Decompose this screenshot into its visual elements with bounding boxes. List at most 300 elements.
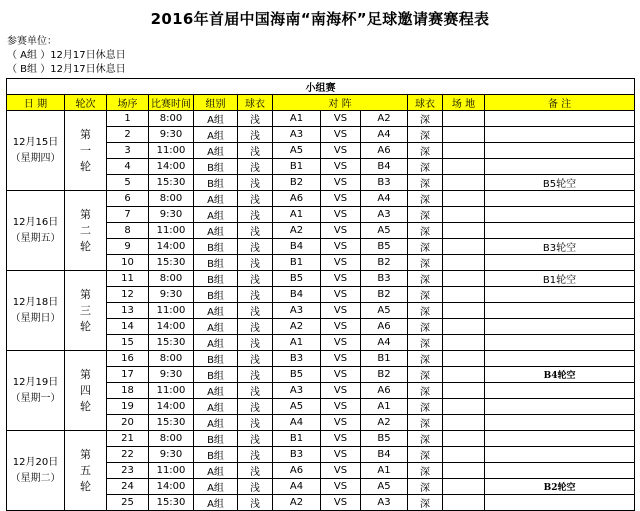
match-group: A组 [194, 335, 238, 351]
header-jersey-away: 球衣 [408, 95, 443, 111]
match-time: 14:00 [149, 319, 194, 335]
jersey-away: 深 [408, 223, 443, 239]
jersey-away: 深 [408, 271, 443, 287]
header-matchup: 对 阵 [273, 95, 408, 111]
match-group: A组 [194, 463, 238, 479]
venue [443, 111, 485, 127]
match-group: B组 [194, 351, 238, 367]
round-cell [65, 351, 107, 431]
round-cell [65, 431, 107, 511]
venue [443, 319, 485, 335]
team-away: B3 [361, 175, 408, 191]
vs-label: VS [321, 127, 361, 143]
team-away: B2 [361, 255, 408, 271]
jersey-away: 深 [408, 431, 443, 447]
jersey-home: 浅 [238, 335, 273, 351]
venue [443, 159, 485, 175]
match-note [485, 287, 635, 303]
match-no: 6 [107, 191, 149, 207]
jersey-away: 深 [408, 255, 443, 271]
match-note [485, 319, 635, 335]
venue [443, 367, 485, 383]
jersey-home: 浅 [238, 175, 273, 191]
date-cell [7, 191, 65, 271]
jersey-away: 深 [408, 335, 443, 351]
team-away: B5 [361, 239, 408, 255]
team-away: B4 [361, 159, 408, 175]
team-away: A3 [361, 495, 408, 511]
date-cell [7, 431, 65, 511]
match-note [485, 223, 635, 239]
venue [443, 287, 485, 303]
match-time: 11:00 [149, 303, 194, 319]
match-time: 9:30 [149, 127, 194, 143]
header-jersey-home: 球衣 [238, 95, 273, 111]
page-title: 2016年首届中国海南“南海杯”足球邀请赛赛程表 [150, 10, 490, 28]
match-group: B组 [194, 431, 238, 447]
match-no: 15 [107, 335, 149, 351]
date-cell [7, 111, 65, 191]
vs-label: VS [321, 335, 361, 351]
round-cell [65, 191, 107, 271]
match-note [485, 335, 635, 351]
team-home: B1 [273, 255, 321, 271]
venue [443, 303, 485, 319]
team-home: B1 [273, 159, 321, 175]
match-no: 25 [107, 495, 149, 511]
jersey-away: 深 [408, 127, 443, 143]
jersey-home: 浅 [238, 255, 273, 271]
match-no: 16 [107, 351, 149, 367]
team-away: B3 [361, 271, 408, 287]
jersey-away: 深 [408, 351, 443, 367]
jersey-home: 浅 [238, 271, 273, 287]
round-char: 三 [80, 303, 91, 317]
match-time: 9:30 [149, 287, 194, 303]
match-note: B5轮空 [485, 175, 635, 191]
match-note [485, 383, 635, 399]
round-char: 第 [80, 127, 91, 141]
vs-label: VS [321, 367, 361, 383]
match-time: 9:30 [149, 207, 194, 223]
round-char: 四 [80, 383, 91, 397]
match-group: A组 [194, 207, 238, 223]
table-row [7, 191, 635, 207]
date-cell [7, 351, 65, 431]
round-cell [65, 111, 107, 191]
jersey-away: 深 [408, 415, 443, 431]
vs-label: VS [321, 447, 361, 463]
match-time: 11:00 [149, 383, 194, 399]
venue [443, 239, 485, 255]
venue [443, 495, 485, 511]
jersey-away: 深 [408, 447, 443, 463]
jersey-away: 深 [408, 399, 443, 415]
team-home: A3 [273, 383, 321, 399]
participants-line-a: （ A组 ）12月17日休息日 [7, 50, 126, 61]
round-char: 轮 [80, 399, 91, 413]
match-note [485, 463, 635, 479]
jersey-home: 浅 [238, 351, 273, 367]
jersey-away: 深 [408, 495, 443, 511]
jersey-away: 深 [408, 479, 443, 495]
date-text: 12月16日 [12, 216, 59, 228]
venue [443, 479, 485, 495]
schedule-table [6, 78, 635, 511]
team-home: A4 [273, 415, 321, 431]
vs-label: VS [321, 207, 361, 223]
match-note [485, 127, 635, 143]
jersey-home: 浅 [238, 239, 273, 255]
jersey-away: 深 [408, 303, 443, 319]
jersey-home: 浅 [238, 319, 273, 335]
header-date: 日 期 [7, 95, 65, 111]
team-away: A1 [361, 463, 408, 479]
match-no: 2 [107, 127, 149, 143]
team-away: A2 [361, 111, 408, 127]
jersey-home: 浅 [238, 127, 273, 143]
match-group: B组 [194, 367, 238, 383]
vs-label: VS [321, 143, 361, 159]
jersey-home: 浅 [238, 207, 273, 223]
jersey-home: 浅 [238, 111, 273, 127]
match-no: 4 [107, 159, 149, 175]
match-no: 19 [107, 399, 149, 415]
match-time: 14:00 [149, 399, 194, 415]
team-away: A4 [361, 335, 408, 351]
team-away: A2 [361, 415, 408, 431]
match-group: B组 [194, 159, 238, 175]
match-no: 18 [107, 383, 149, 399]
team-home: B4 [273, 239, 321, 255]
team-home: B1 [273, 431, 321, 447]
vs-label: VS [321, 111, 361, 127]
match-note [485, 255, 635, 271]
team-home: A3 [273, 303, 321, 319]
round-char: 轮 [80, 319, 91, 333]
jersey-away: 深 [408, 383, 443, 399]
team-away: A1 [361, 399, 408, 415]
jersey-home: 浅 [238, 431, 273, 447]
match-group: A组 [194, 191, 238, 207]
match-time: 14:00 [149, 159, 194, 175]
participants-label: 参赛单位： [7, 36, 57, 47]
weekday-text: （星期四） [10, 152, 61, 164]
team-home: A2 [273, 319, 321, 335]
vs-label: VS [321, 159, 361, 175]
match-group: A组 [194, 143, 238, 159]
venue [443, 351, 485, 367]
date-text: 12月15日 [12, 136, 59, 148]
match-no: 11 [107, 271, 149, 287]
vs-label: VS [321, 415, 361, 431]
jersey-home: 浅 [238, 143, 273, 159]
match-group: A组 [194, 399, 238, 415]
match-time: 8:00 [149, 351, 194, 367]
match-group: A组 [194, 223, 238, 239]
team-home: B5 [273, 367, 321, 383]
team-away: B5 [361, 431, 408, 447]
vs-label: VS [321, 303, 361, 319]
date-text: 12月18日 [12, 296, 59, 308]
venue [443, 383, 485, 399]
jersey-away: 深 [408, 463, 443, 479]
match-note: B3轮空 [485, 239, 635, 255]
venue [443, 143, 485, 159]
match-no: 22 [107, 447, 149, 463]
match-note: B1轮空 [485, 271, 635, 287]
match-no: 10 [107, 255, 149, 271]
match-time: 9:30 [149, 367, 194, 383]
team-away: B4 [361, 447, 408, 463]
venue [443, 175, 485, 191]
vs-label: VS [321, 271, 361, 287]
match-no: 1 [107, 111, 149, 127]
vs-label: VS [321, 255, 361, 271]
match-time: 11:00 [149, 223, 194, 239]
vs-label: VS [321, 479, 361, 495]
jersey-home: 浅 [238, 415, 273, 431]
jersey-home: 浅 [238, 223, 273, 239]
match-time: 9:30 [149, 447, 194, 463]
team-home: A1 [273, 335, 321, 351]
jersey-home: 浅 [238, 191, 273, 207]
match-time: 15:30 [149, 495, 194, 511]
table-row [7, 111, 635, 127]
header-group: 组别 [194, 95, 238, 111]
match-no: 9 [107, 239, 149, 255]
venue [443, 207, 485, 223]
match-time: 8:00 [149, 191, 194, 207]
venue [443, 463, 485, 479]
jersey-away: 深 [408, 287, 443, 303]
vs-label: VS [321, 383, 361, 399]
team-away: A5 [361, 479, 408, 495]
date-cell [7, 271, 65, 351]
jersey-away: 深 [408, 159, 443, 175]
table-row [7, 431, 635, 447]
jersey-home: 浅 [238, 495, 273, 511]
match-time: 11:00 [149, 143, 194, 159]
jersey-away: 深 [408, 143, 443, 159]
match-note [485, 415, 635, 431]
match-note [485, 431, 635, 447]
match-group: A组 [194, 495, 238, 511]
round-char: 一 [80, 143, 91, 157]
match-note: B4轮空 [485, 367, 635, 383]
match-no: 17 [107, 367, 149, 383]
vs-label: VS [321, 463, 361, 479]
vs-label: VS [321, 319, 361, 335]
venue [443, 431, 485, 447]
venue [443, 415, 485, 431]
jersey-away: 深 [408, 191, 443, 207]
match-time: 14:00 [149, 479, 194, 495]
jersey-home: 浅 [238, 159, 273, 175]
team-away: A6 [361, 319, 408, 335]
round-char: 二 [80, 223, 91, 237]
team-home: B5 [273, 271, 321, 287]
match-note [485, 191, 635, 207]
venue [443, 223, 485, 239]
team-home: A3 [273, 127, 321, 143]
jersey-home: 浅 [238, 287, 273, 303]
match-time: 11:00 [149, 463, 194, 479]
venue [443, 447, 485, 463]
team-away: B2 [361, 287, 408, 303]
match-time: 14:00 [149, 239, 194, 255]
vs-label: VS [321, 223, 361, 239]
venue [443, 335, 485, 351]
round-cell [65, 271, 107, 351]
team-home: A2 [273, 223, 321, 239]
match-note [485, 351, 635, 367]
match-no: 21 [107, 431, 149, 447]
match-note [485, 159, 635, 175]
match-group: A组 [194, 127, 238, 143]
match-note: B2轮空 [485, 479, 635, 495]
venue [443, 271, 485, 287]
match-time: 8:00 [149, 271, 194, 287]
team-home: A2 [273, 495, 321, 511]
match-group: A组 [194, 383, 238, 399]
match-no: 24 [107, 479, 149, 495]
header-round: 轮次 [65, 95, 107, 111]
participants-line-b: （ B组 ）12月17日休息日 [7, 64, 126, 75]
round-char: 轮 [80, 159, 91, 173]
team-home: A6 [273, 463, 321, 479]
team-away: A3 [361, 207, 408, 223]
jersey-home: 浅 [238, 303, 273, 319]
match-time: 15:30 [149, 175, 194, 191]
match-group: B组 [194, 447, 238, 463]
header-notes: 备 注 [485, 95, 635, 111]
team-away: A5 [361, 223, 408, 239]
match-group: B组 [194, 239, 238, 255]
match-no: 5 [107, 175, 149, 191]
vs-label: VS [321, 239, 361, 255]
match-no: 14 [107, 319, 149, 335]
round-char: 第 [80, 447, 91, 461]
round-char: 第 [80, 287, 91, 301]
venue [443, 127, 485, 143]
date-text: 12月20日 [12, 456, 59, 468]
match-no: 3 [107, 143, 149, 159]
match-no: 13 [107, 303, 149, 319]
match-time: 15:30 [149, 415, 194, 431]
match-group: A组 [194, 415, 238, 431]
round-char: 轮 [80, 479, 91, 493]
match-time: 15:30 [149, 255, 194, 271]
match-no: 20 [107, 415, 149, 431]
header-venue: 场 地 [443, 95, 485, 111]
vs-label: VS [321, 399, 361, 415]
jersey-home: 浅 [238, 447, 273, 463]
section-row [7, 79, 635, 95]
team-away: A6 [361, 383, 408, 399]
match-group: A组 [194, 479, 238, 495]
jersey-home: 浅 [238, 463, 273, 479]
venue [443, 255, 485, 271]
header-row [7, 95, 635, 111]
jersey-home: 浅 [238, 367, 273, 383]
team-home: B3 [273, 447, 321, 463]
weekday-text: （星期二） [10, 472, 61, 484]
match-group: B组 [194, 255, 238, 271]
team-home: A6 [273, 191, 321, 207]
round-char: 第 [80, 207, 91, 221]
jersey-away: 深 [408, 367, 443, 383]
match-time: 8:00 [149, 111, 194, 127]
jersey-away: 深 [408, 175, 443, 191]
team-away: A5 [361, 303, 408, 319]
team-home: A5 [273, 399, 321, 415]
match-note [485, 399, 635, 415]
section-title: 小组赛 [7, 79, 635, 95]
team-away: A6 [361, 143, 408, 159]
round-char: 第 [80, 367, 91, 381]
match-note [485, 207, 635, 223]
venue [443, 399, 485, 415]
jersey-away: 深 [408, 319, 443, 335]
match-time: 8:00 [149, 431, 194, 447]
match-no: 12 [107, 287, 149, 303]
weekday-text: （星期一） [10, 392, 61, 404]
match-note [485, 111, 635, 127]
match-group: B组 [194, 271, 238, 287]
round-char: 五 [80, 463, 91, 477]
jersey-home: 浅 [238, 479, 273, 495]
round-char: 轮 [80, 239, 91, 253]
date-text: 12月19日 [12, 376, 59, 388]
table-row [7, 351, 635, 367]
jersey-away: 深 [408, 207, 443, 223]
jersey-away: 深 [408, 111, 443, 127]
match-group: A组 [194, 111, 238, 127]
team-away: A4 [361, 191, 408, 207]
vs-label: VS [321, 431, 361, 447]
vs-label: VS [321, 495, 361, 511]
team-away: A4 [361, 127, 408, 143]
jersey-home: 浅 [238, 383, 273, 399]
jersey-away: 深 [408, 239, 443, 255]
match-group: A组 [194, 319, 238, 335]
weekday-text: （星期五） [10, 232, 61, 244]
team-home: B2 [273, 175, 321, 191]
match-no: 23 [107, 463, 149, 479]
team-home: A1 [273, 111, 321, 127]
header-match-no: 场序 [107, 95, 149, 111]
weekday-text: （星期日） [10, 312, 61, 324]
team-home: B4 [273, 287, 321, 303]
match-note [485, 303, 635, 319]
vs-label: VS [321, 287, 361, 303]
match-no: 7 [107, 207, 149, 223]
team-away: B2 [361, 367, 408, 383]
match-note [485, 143, 635, 159]
table-row [7, 271, 635, 287]
match-note [485, 495, 635, 511]
match-no: 8 [107, 223, 149, 239]
team-away: B1 [361, 351, 408, 367]
vs-label: VS [321, 191, 361, 207]
venue [443, 191, 485, 207]
team-home: A4 [273, 479, 321, 495]
vs-label: VS [321, 351, 361, 367]
jersey-home: 浅 [238, 399, 273, 415]
team-home: B3 [273, 351, 321, 367]
match-note [485, 447, 635, 463]
